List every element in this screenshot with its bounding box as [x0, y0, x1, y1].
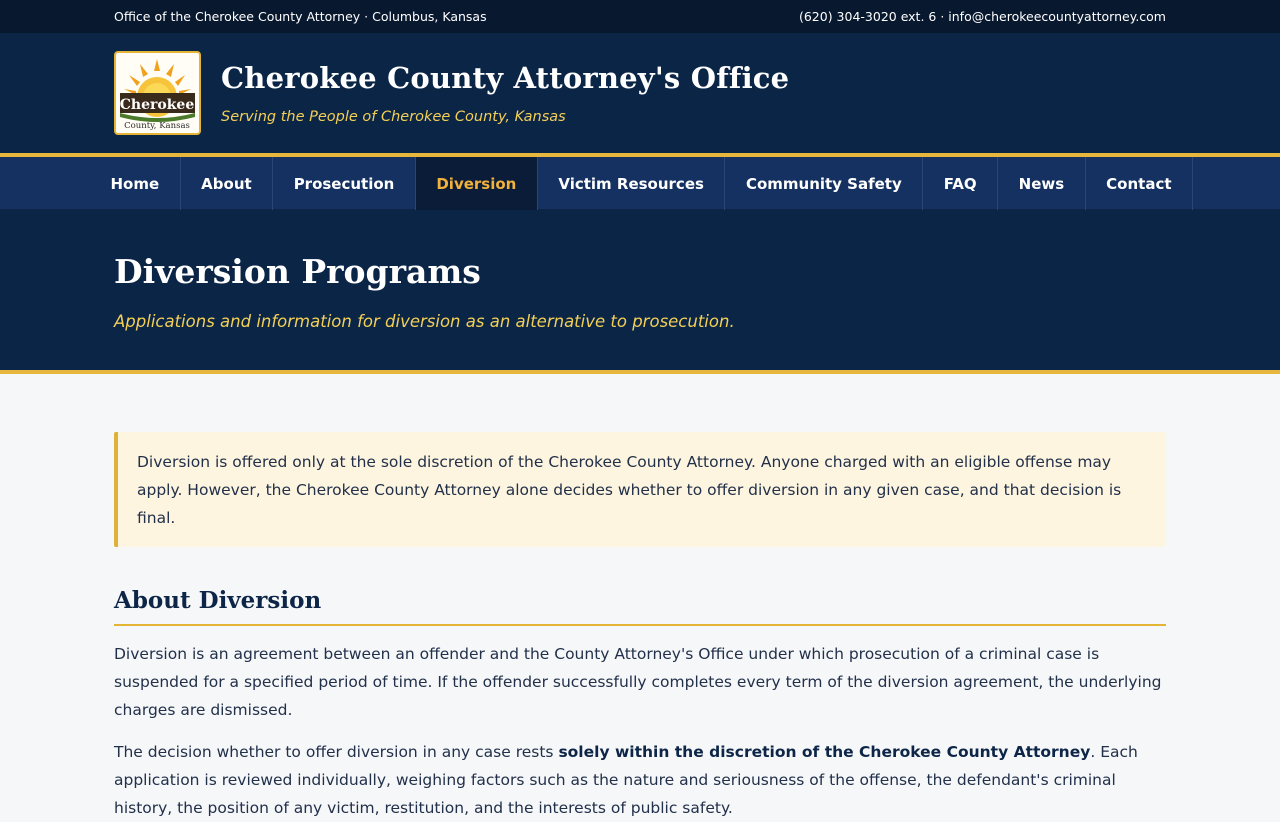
top-info-bar [0, 0, 1280, 33]
main-nav [0, 157, 1280, 210]
main-content [114, 374, 1166, 822]
nav-item-community-safety[interactable]: Community Safety [725, 157, 923, 210]
about-paragraph-2 [114, 738, 1166, 822]
sun-logo-icon [116, 53, 199, 133]
about-diversion-heading: About Diversion [114, 587, 1166, 626]
site-header [0, 33, 1280, 153]
nav-item-faq[interactable]: FAQ [923, 157, 998, 210]
site-tagline: Serving the People of Cherokee County, Kansas [221, 109, 566, 125]
nav-item-prosecution[interactable]: Prosecution [273, 157, 416, 210]
page-hero [0, 210, 1280, 370]
svg-text:Cherokee: Cherokee [119, 97, 195, 113]
para2-bold-text: solely within the discretion of the Cherokee County Attorney [558, 743, 1091, 761]
nav-item-news[interactable]: News [998, 157, 1086, 210]
nav-item-home[interactable]: Home [90, 157, 181, 210]
svg-text:County, Kansas: County, Kansas [124, 121, 190, 131]
about-paragraph-1: Diversion is an agreement between an offender and the County Attorney's Office under which prosecution of a criminal case is suspended for a specified period of time. If the offender successfully completes every term of the diversion agreement, the underlying charges are dismissed. [114, 645, 1162, 719]
discretion-notice: Diversion is offered only at the sole discretion of the Cherokee County Attorney. Anyone charged with an eligible offense may apply. However, the Cherokee County Attorney alone decides whether to offer diversion in any given case, and that decision is final. [114, 432, 1166, 547]
nav-item-diversion[interactable]: Diversion [416, 157, 538, 210]
page-title: Diversion Programs [114, 252, 481, 291]
nav-item-contact[interactable]: Contact [1086, 157, 1193, 210]
page-subtitle: Applications and information for diversion as an alternative to prosecution. [114, 312, 735, 331]
office-location-text: Office of the Cherokee County Attorney · Columbus, Kansas [114, 9, 487, 24]
site-logo[interactable] [114, 51, 201, 135]
nav-item-about[interactable]: About [181, 157, 274, 210]
nav-item-victim-resources[interactable]: Victim Resources [538, 157, 726, 210]
para2-text-before: The decision whether to offer diversion in any case rests [114, 743, 559, 761]
site-title[interactable]: Cherokee County Attorney's Office [221, 61, 790, 95]
contact-info-text[interactable]: (620) 304-3020 ext. 6 · info@cherokeecountyattorney.com [798, 9, 1166, 24]
para2-text-after: . Each application is reviewed individually, weighing factors such as the nature and seriousness of the offense, the defendant's criminal history, the position of any victim, restitution, and the interests of public safety. [114, 743, 1138, 817]
